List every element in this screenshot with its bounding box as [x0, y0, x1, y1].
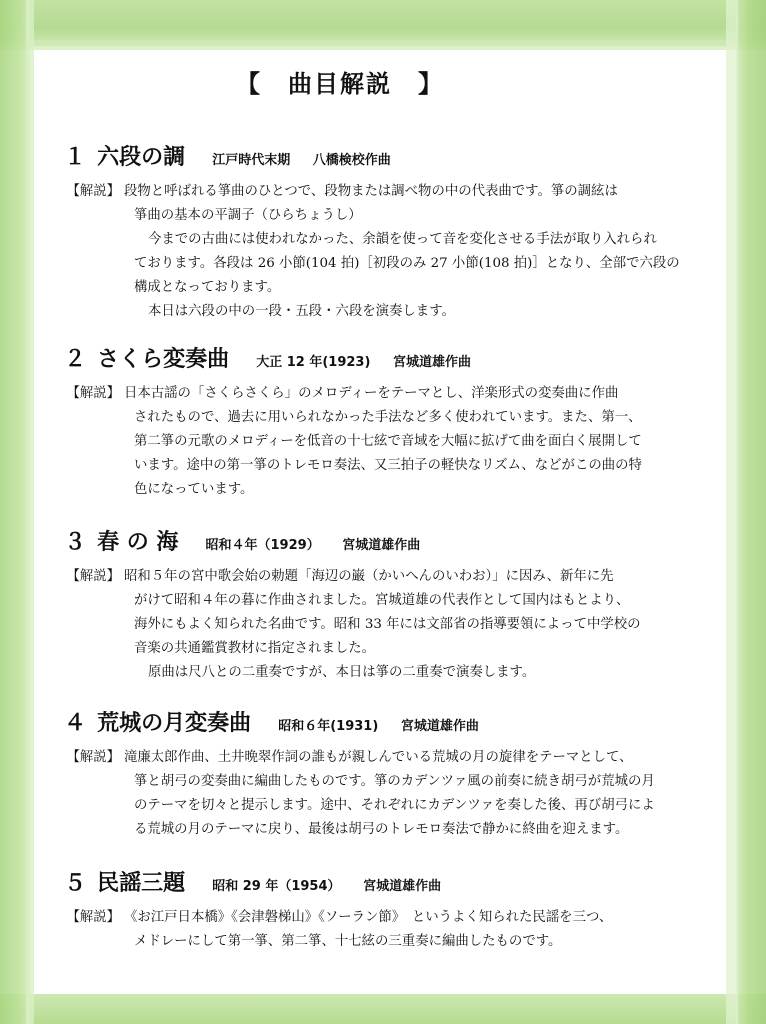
description-line: 今までの古曲には使われなかった、余韻を使って音を変化させる手法が取り入れられ — [148, 232, 657, 247]
description-line: されたもので、過去に用いられなかった手法など多く使われています。また、第一、 — [134, 410, 642, 425]
description-line: 【解説】 昭和５年の宮中歌会始の勅題「海辺の巌（かいへんのいわお）」に因み、新年に先 — [64, 565, 724, 589]
description-line: 色になっています。 — [134, 482, 254, 497]
description-label: 【解説】 — [66, 569, 120, 584]
section-composer: 宮城道雄作曲 — [363, 879, 442, 894]
description-line: のテーマを切々と提示します。途中、それぞれにカデンツァを奏した後、再び胡弓によ — [134, 798, 655, 813]
description-line: ております。各段は 26 小節(104 拍)［初段のみ 27 小節(108 拍)］となり、全部で六段の — [134, 256, 680, 271]
section-era: 昭和４年（1929） — [205, 538, 320, 553]
section-composer: 宮城道雄作曲 — [392, 355, 471, 370]
description-line: がけて昭和４年の暮に作曲されました。宮城道雄の代表作として国内はもとより、 — [134, 593, 630, 608]
frame-right — [736, 0, 766, 1024]
section-title: 荒城の月変奏曲 — [97, 711, 252, 736]
section-header — [64, 525, 724, 555]
section-composer: 八橋検校作曲 — [312, 153, 391, 168]
section-description — [64, 565, 724, 685]
description-line: 音楽の共通鑑賞教材に指定されました。 — [134, 641, 376, 656]
section-era: 昭和６年(1931) — [278, 719, 379, 734]
section-header — [64, 342, 724, 372]
section-meta — [256, 355, 471, 370]
section-header — [64, 140, 724, 170]
section-number: ５ — [64, 871, 87, 896]
description-line: 第二箏の元歌のメロディーを低音の十七絃で音域を大幅に拡げて曲を面白く展開して — [134, 434, 642, 449]
description-line: 本日は六段の中の一段・五段・六段を演奏します。 — [148, 304, 455, 319]
section-1 — [64, 140, 724, 324]
description-line: る荒城の月のテーマに戻り、最後は胡弓のトレモロ奏法で静かに終曲を迎えます。 — [134, 822, 629, 837]
section-era: 大正 12 年(1923) — [256, 355, 371, 370]
description-line: 【解説】 滝廉太郎作曲、土井晩翠作詞の誰もが親しんでいる荒城の月の旋律をテーマとして、 — [64, 746, 724, 770]
section-title: 春 の 海 — [97, 530, 179, 555]
section-2 — [64, 342, 724, 502]
section-meta — [206, 538, 421, 553]
description-label: 【解説】 — [66, 910, 120, 925]
frame-bottom — [0, 994, 766, 1024]
description-line: 海外にもよく知られた名曲です。昭和 33 年には文部省の指導要領によって中学校の — [134, 617, 641, 632]
frame-top-highlight — [0, 40, 766, 50]
section-meta — [212, 153, 391, 168]
section-number: ４ — [64, 711, 87, 736]
description-line: 【解説】 段物と呼ばれる箏曲のひとつで、段物または調べ物の中の代表曲です。箏の調絃は — [64, 180, 724, 204]
frame-left-highlight — [26, 0, 34, 1024]
section-title: 民謡三題 — [97, 871, 186, 896]
section-title: さくら変奏曲 — [97, 347, 230, 372]
section-composer: 宮城道雄作曲 — [342, 538, 421, 553]
description-label: 【解説】 — [66, 386, 120, 401]
section-meta — [278, 719, 479, 734]
section-description — [64, 906, 724, 954]
section-title: 六段の調 — [97, 145, 186, 170]
section-header — [64, 866, 724, 896]
section-header — [64, 706, 724, 736]
section-composer: 宮城道雄作曲 — [400, 719, 479, 734]
section-3 — [64, 525, 724, 685]
section-era: 昭和 29 年（1954） — [212, 879, 341, 894]
section-number: ３ — [64, 530, 87, 555]
description-line: 【解説】 《お江戸日本橋》《会津磐梯山》《ソーラン節》 というよく知られた民謡を三つ、 — [64, 906, 724, 930]
description-line: 構成となっております。 — [134, 280, 281, 295]
section-era: 江戸時代末期 — [212, 153, 291, 168]
frame-right-highlight — [726, 0, 738, 1024]
section-number: １ — [64, 145, 87, 170]
description-line: メドレーにして第一箏、第二箏、十七絃の三重奏に編曲したものです。 — [134, 934, 562, 949]
description-label: 【解説】 — [66, 184, 120, 199]
section-description — [64, 382, 724, 502]
section-meta — [212, 879, 441, 894]
section-4 — [64, 706, 724, 842]
description-line: います。途中の第一箏のトレモロ奏法、又三拍子の軽快なリズム、などがこの曲の特 — [134, 458, 642, 473]
section-number: ２ — [64, 347, 87, 372]
description-line: 【解説】 日本古謡の「さくらさくら」のメロディーをテーマとし、洋楽形式の変奏曲に作曲 — [64, 382, 724, 406]
page-title: 【 曲目解説 】 — [236, 70, 444, 98]
description-label: 【解説】 — [66, 750, 120, 765]
section-description — [64, 180, 724, 324]
section-description — [64, 746, 724, 842]
description-line: 箏と胡弓の変奏曲に編曲したものです。箏のカデンツァ風の前奏に続き胡弓が荒城の月 — [134, 774, 655, 789]
section-5 — [64, 866, 724, 954]
description-line: 箏曲の基本の平調子（ひらちょうし） — [134, 208, 362, 223]
description-line: 原曲は尺八との二重奏ですが、本日は箏の二重奏で演奏します。 — [148, 665, 536, 680]
